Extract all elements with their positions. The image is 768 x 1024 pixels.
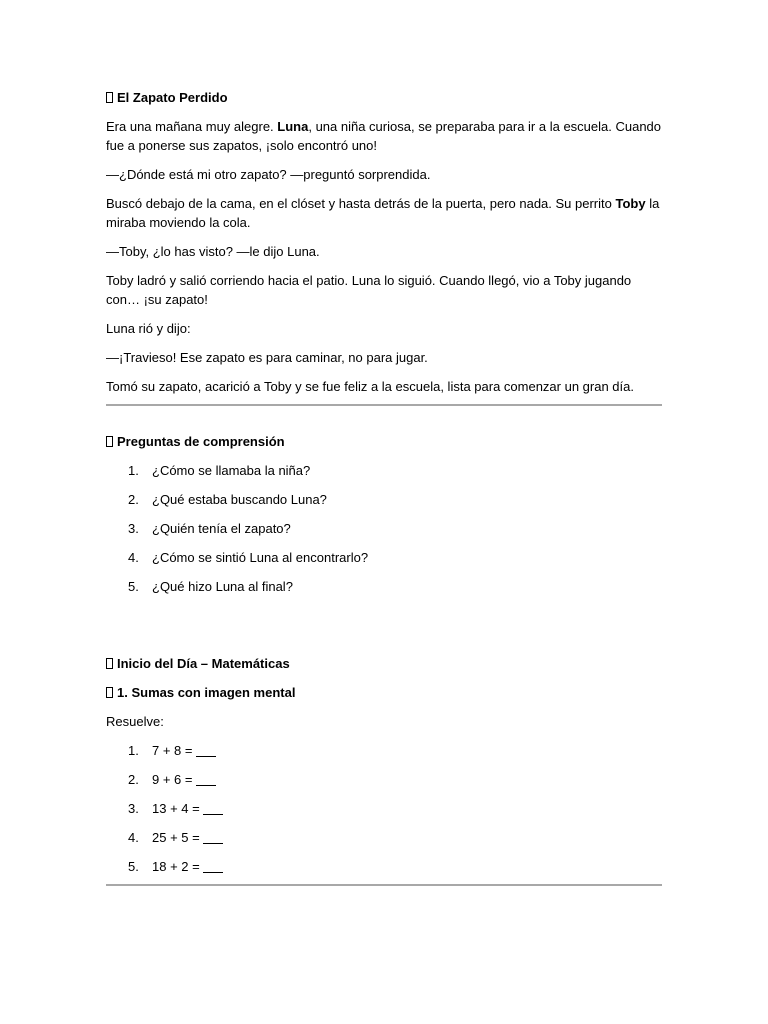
- questions-title: Preguntas de comprensión: [106, 432, 662, 451]
- story-paragraph: —¡Travieso! Ese zapato es para caminar, no para jugar.: [106, 350, 428, 365]
- story-paragraph: Luna rió y dijo:: [106, 321, 191, 336]
- horizontal-divider: [106, 404, 662, 406]
- list-item: 1. 7 + 8 =: [106, 741, 662, 760]
- answer-blank: [203, 860, 223, 873]
- questions-list: [106, 461, 662, 596]
- answer-blank: [203, 831, 223, 844]
- missing-glyph-icon: [106, 92, 113, 103]
- story-paragraph: Era una mañana muy alegre. Luna, una niña curiosa, se preparaba para ir a la escuela. Cuando fue a ponerse sus zapatos, ¡solo encontró uno!: [106, 119, 662, 153]
- math-instruction: Resuelve:: [106, 714, 164, 729]
- story-paragraph: Tomó su zapato, acarició a Toby y se fue feliz a la escuela, lista para comenzar un gran día.: [106, 379, 634, 394]
- math-subtitle: 1. Sumas con imagen mental: [106, 683, 662, 702]
- horizontal-divider: [106, 884, 662, 886]
- math-list: [106, 741, 662, 876]
- story-paragraph: —¿Dónde está mi otro zapato? —preguntó sorprendida.: [106, 167, 431, 182]
- answer-blank: [196, 773, 216, 786]
- list-item: 4. 25 + 5 =: [106, 828, 662, 847]
- missing-glyph-icon: [106, 658, 113, 669]
- list-item: 3. ¿Quién tenía el zapato?: [128, 521, 291, 536]
- list-item: 5. ¿Qué hizo Luna al final?: [128, 579, 293, 594]
- list-item: 2. ¿Qué estaba buscando Luna?: [128, 492, 327, 507]
- math-title: Inicio del Día – Matemáticas: [106, 654, 662, 673]
- list-item: 2. 9 + 6 =: [106, 770, 662, 789]
- list-item: 4. ¿Cómo se sintió Luna al encontrarlo?: [128, 550, 369, 565]
- missing-glyph-icon: [106, 687, 113, 698]
- document-page: [106, 88, 662, 886]
- story-paragraph: Toby ladró y salió corriendo hacia el patio. Luna lo siguió. Cuando llegó, vio a Toby jugando con… ¡su zapato!: [106, 273, 632, 307]
- story-title: El Zapato Perdido: [106, 88, 662, 107]
- list-item: 3. 13 + 4 =: [106, 799, 662, 818]
- story-paragraph: Buscó debajo de la cama, en el clóset y hasta detrás de la puerta, pero nada. Su perrito Toby la miraba moviendo la cola.: [106, 196, 660, 230]
- answer-blank: [203, 802, 223, 815]
- list-item: 5. 18 + 2 =: [106, 857, 662, 876]
- answer-blank: [196, 744, 216, 757]
- story-paragraph: —Toby, ¿lo has visto? —le dijo Luna.: [106, 244, 320, 259]
- list-item: 1. ¿Cómo se llamaba la niña?: [128, 463, 311, 478]
- missing-glyph-icon: [106, 436, 113, 447]
